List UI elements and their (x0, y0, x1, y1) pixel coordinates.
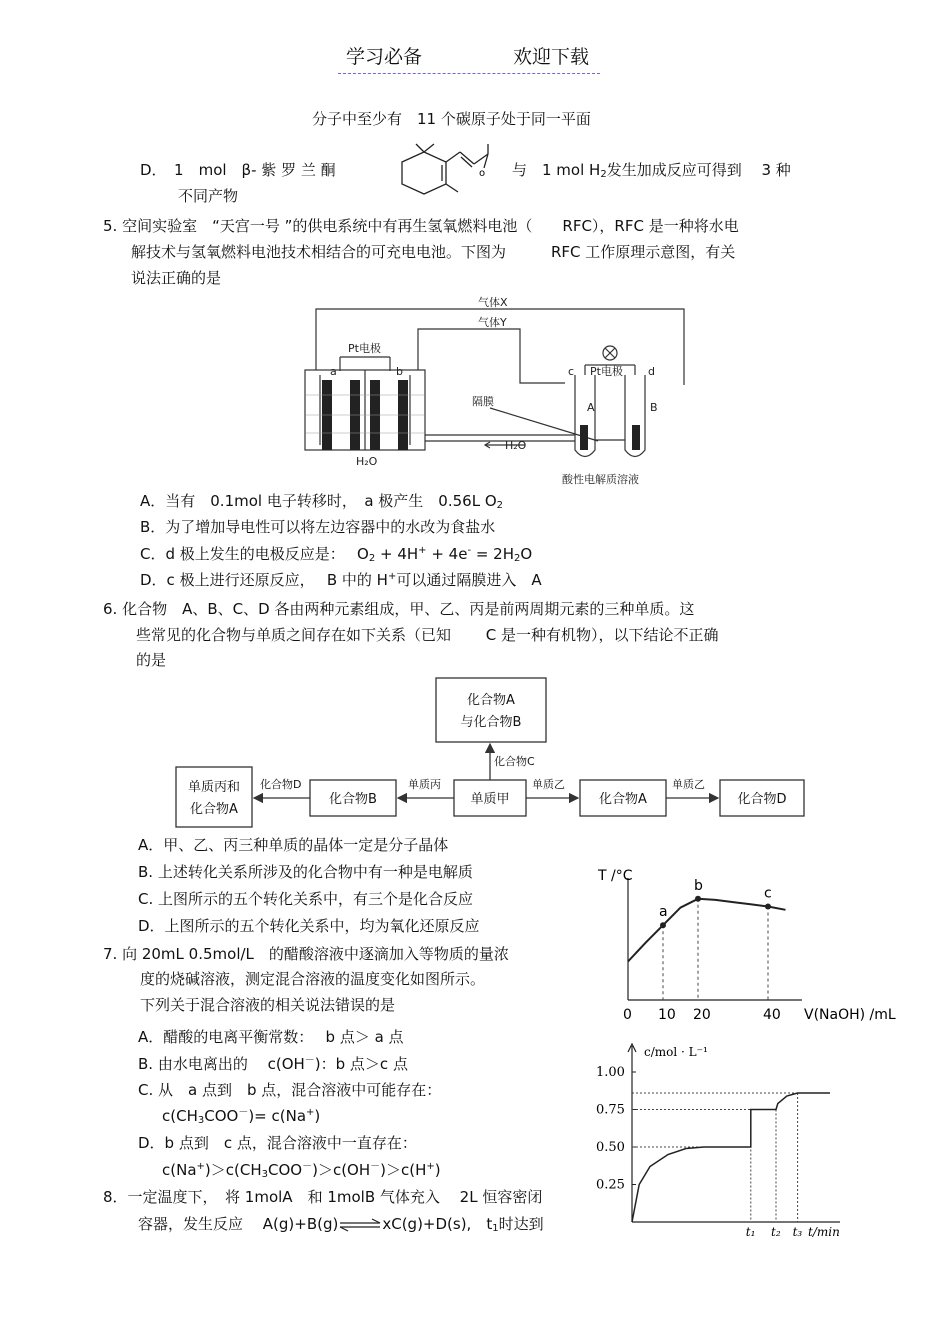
electrode-a-label: a (330, 365, 337, 378)
q7-option-d: D．b 点到 c 点，混合溶液中一直存在： (138, 1134, 417, 1152)
x-tick-label: t₂ (771, 1225, 781, 1239)
q7-option-a: A．醋酸的电离平衡常数： b 点＞ a 点 (138, 1028, 404, 1046)
arrow-label-compound-d: 化合物D (260, 778, 302, 791)
rfc-apparatus-diagram (300, 295, 700, 490)
box-bing-and-a-line2: 化合物A (190, 802, 238, 817)
temperature-chart (590, 860, 910, 1030)
point-a (660, 922, 666, 928)
arrow-label-yi-1: 单质乙 (532, 778, 565, 791)
q7-stem-2: 度的烧碱溶液，测定混合溶液的温度变化如图所示。 (140, 970, 486, 988)
y-axis-label: T /°C (598, 868, 633, 884)
h2o-pipe-label: H₂O (505, 439, 527, 452)
q6-stem-1: 6. 化合物 A、B、C、D 各由两种元素组成，甲、乙、丙是前两周期元素的三种单质。这 (103, 600, 695, 618)
q7-option-d-formula: $c(Na^+)>c(CH_3COO^-)>c(OH^-)>c(H^+)$ (162, 1161, 441, 1180)
q4-option-d-cont: 与 1 mol $H_2$发生加成反应可得到 3 种 (512, 161, 791, 180)
point-b (695, 896, 701, 902)
y-tick-label: 1.00 (596, 1065, 625, 1080)
conversion-flow-diagram (170, 672, 810, 832)
q4-option-d: D． 1 mol β- 紫 罗 兰 酮 (140, 161, 336, 179)
q8-stem-2: 容器，发生反应 A(g)+B(g) xC(g)+D(s), $t_1$时达到 (138, 1215, 544, 1234)
box-compound-d: 化合物D (737, 792, 787, 807)
q7-option-c-formula: $c(CH_3COO^-)= c(Na^+)$ (162, 1107, 321, 1126)
q5-stem-1: 5. 空间实验室 “天宫一号 ”的供电系统中有再生氢氧燃料电池（ RFC），RFC 是一种将水电 (103, 217, 739, 235)
x-axis-label: t/min (808, 1225, 840, 1239)
gas-x-label: 气体X (478, 296, 508, 309)
x-tick-label: 40 (763, 1007, 781, 1023)
y-tick-label: 0.50 (596, 1140, 625, 1155)
arrow-label-bing: 单质丙 (408, 778, 441, 791)
x-tick-label: 0 (623, 1007, 632, 1023)
q8-stem-1: 8．一定温度下， 将 1molA 和 1molB 气体充入 2L 恒容密闭 (103, 1188, 543, 1206)
q7-option-c: C. 从 a 点到 b 点，混合溶液中可能存在： (138, 1081, 442, 1099)
gas-y-label: 气体Y (478, 316, 507, 329)
box-compound-a: 化合物A (599, 792, 647, 807)
x-tick-label: t₁ (745, 1225, 756, 1239)
x-tick-label: t₃ (792, 1225, 803, 1239)
equilibrium-arrow-icon (338, 1218, 382, 1232)
temperature-curve (628, 899, 786, 962)
header-right: 欢迎下载 (513, 46, 590, 68)
q6-option-b: B. 上述转化关系所涉及的化合物中有一种是电解质 (138, 863, 473, 881)
point-label-c: c (764, 885, 772, 902)
q6-option-a: A．甲、乙、丙三种单质的晶体一定是分子晶体 (138, 836, 449, 854)
pt-electrode-left-label: Pt电极 (348, 342, 381, 355)
box-element-jia: 单质甲 (470, 792, 510, 807)
q7-stem-3: 下列关于混合溶液的相关说法错误的是 (140, 996, 396, 1014)
electrode-d-label: d (648, 365, 655, 378)
y-tick-label: 0.25 (596, 1177, 625, 1193)
svg-text:o: o (479, 168, 486, 179)
header-underline (338, 73, 600, 74)
y-tick-label: 0.75 (596, 1102, 625, 1118)
point-label-b: b (694, 877, 703, 894)
q5-stem-3: 说法正确的是 (131, 269, 222, 287)
q5-stem-2: 解技术与氢氧燃料电池技术相结合的可充电电池。下图为 RFC 工作原理示意图，有关 (131, 243, 736, 261)
point-c (765, 904, 771, 910)
q5-option-a: A．当有 0.1mol 电子转移时， a 极产生 0.56L $O_2$ (140, 492, 504, 511)
box-compound-b: 化合物B (329, 792, 377, 807)
electrolyte-label: 酸性电解质溶液 (562, 473, 639, 486)
box-bing-and-a-line1: 单质丙和 (187, 780, 241, 795)
arrow-label-yi-2: 单质乙 (672, 778, 705, 791)
h2o-left-label: H₂O (356, 455, 378, 468)
x-tick-label: 10 (658, 1007, 676, 1023)
electrode-b-label: b (396, 365, 403, 378)
concentration-chart (590, 1040, 850, 1245)
q7-stem-1: 7. 向 20mL 0.5mol/L 的醋酸溶液中逐滴加入等物质的量浓 (103, 945, 509, 963)
q5-option-c: C．d 极上发生的电极反应是： $O_2 + 4H^+ + 4e^- = 2H_2O$ (140, 545, 533, 564)
q6-stem-3: 的是 (136, 651, 167, 669)
cell-b-label: B (650, 401, 658, 414)
membrane-label: 隔膜 (472, 395, 494, 408)
q6-stem-2: 些常见的化合物与单质之间存在如下关系（已知 C 是一种有机物），以下结论不正确 (136, 626, 719, 644)
box-compound-a-and-b-line2: 与化合物B (460, 715, 522, 730)
q5-option-b: B．为了增加导电性可以将左边容器中的水改为食盐水 (140, 518, 496, 536)
beta-ionone-structure (380, 140, 500, 200)
x-tick-label: 20 (693, 1007, 711, 1023)
concentration-curve (632, 1093, 830, 1222)
header-left: 学习必备 (346, 46, 423, 68)
cell-a-label: A (587, 401, 595, 414)
q4-option-d-end: 不同产物 (178, 187, 239, 205)
q6-option-d: D．上图所示的五个转化关系中，均为氧化还原反应 (138, 917, 480, 935)
x-axis-label: V(NaOH) /mL (804, 1007, 896, 1023)
continued-line: 分子中至少有 11 个碳原子处于同一平面 (312, 110, 591, 128)
electrode-c-label: c (568, 365, 575, 378)
q5-option-d: D．c 极上进行还原反应， B 中的 H+可以通过隔膜进入 A (140, 571, 542, 589)
q7-option-b: B. 由水电离出的 c(OH－)：b 点＞c 点 (138, 1055, 408, 1073)
point-label-a: a (659, 904, 668, 921)
q6-option-c: C. 上图所示的五个转化关系中，有三个是化合反应 (138, 890, 474, 908)
pt-electrode-right-label: Pt电极 (590, 365, 623, 378)
y-axis-label: c/mol · L⁻¹ (644, 1045, 708, 1059)
arrow-label-compound-c: 化合物C (494, 755, 535, 768)
box-compound-a-and-b-line1: 化合物A (467, 693, 515, 708)
